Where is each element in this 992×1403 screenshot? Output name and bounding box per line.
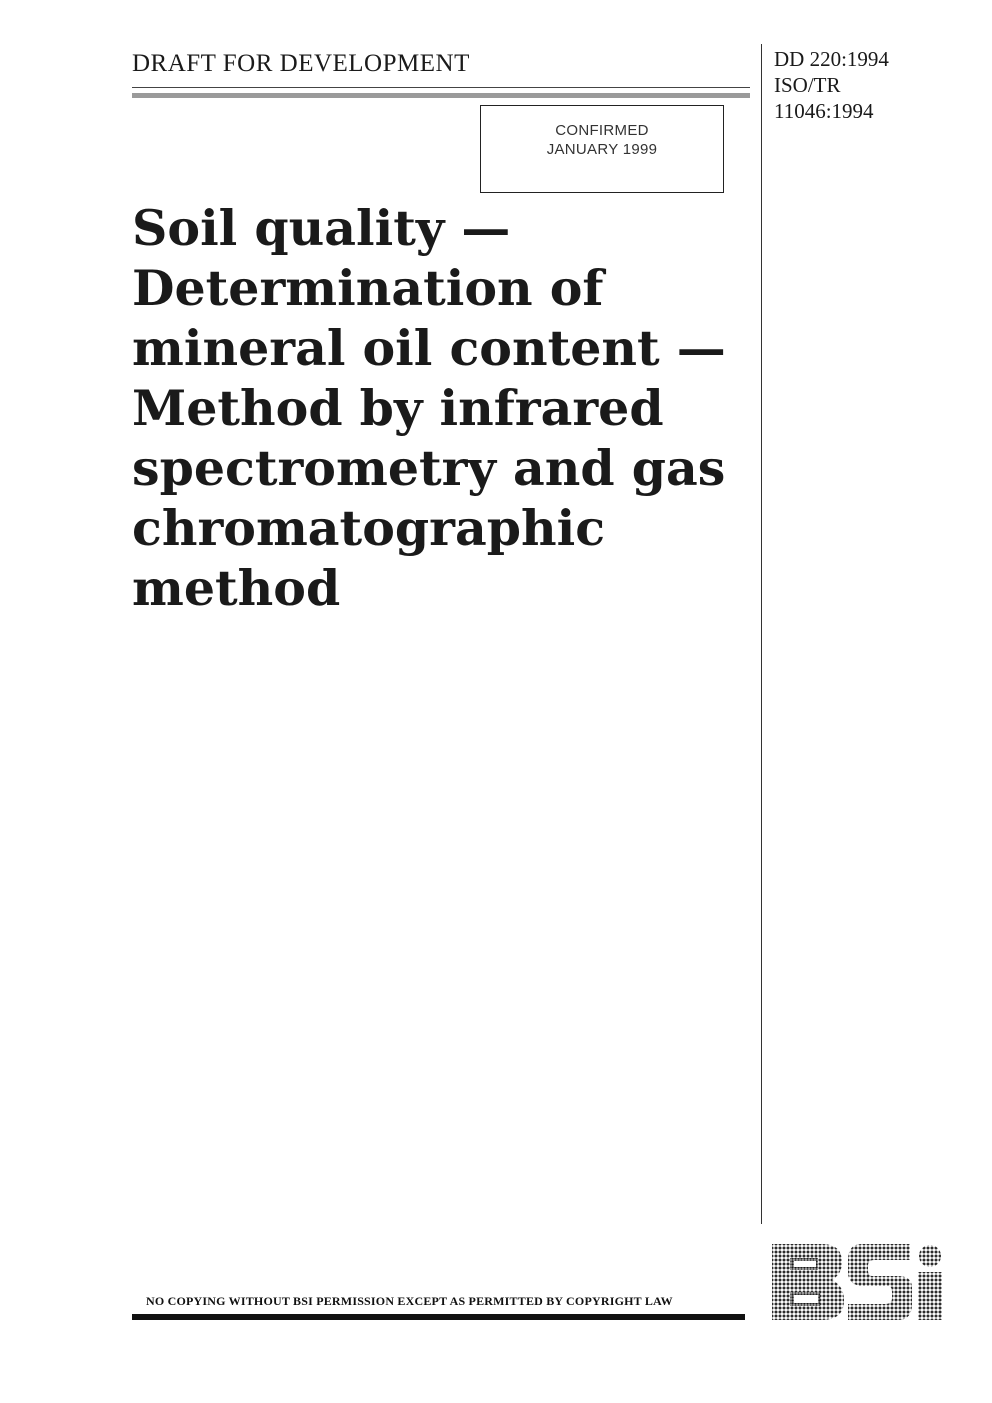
title-line: method <box>132 559 341 617</box>
title-line: spectrometry and gas <box>132 439 726 497</box>
document-reference <box>774 46 889 124</box>
title-line: mineral oil content — <box>132 319 726 377</box>
doc-ref-iso: ISO/TR <box>774 73 841 97</box>
confirmed-stamp <box>480 105 724 193</box>
confirmed-label: CONFIRMED <box>555 122 649 139</box>
title-line: chromatographic <box>132 499 606 557</box>
doc-ref-dd: DD 220:1994 <box>774 47 889 71</box>
title-line: Soil quality — <box>132 199 511 257</box>
header-rule-thick <box>132 93 750 98</box>
vertical-divider <box>761 44 762 1224</box>
document-title <box>132 198 742 618</box>
doc-ref-number: 11046:1994 <box>774 99 874 123</box>
header-rule <box>132 87 750 88</box>
confirmed-date: JANUARY 1999 <box>546 141 658 158</box>
title-line: Determination of <box>132 259 604 317</box>
title-line: Method by infrared <box>132 379 664 437</box>
footer-rule <box>132 1314 745 1320</box>
bsi-logo <box>770 1242 946 1322</box>
copyright-notice: NO COPYING WITHOUT BSI PERMISSION EXCEPT AS PERMITTED BY COPYRIGHT LAW <box>146 1294 673 1308</box>
draft-label: DRAFT FOR DEVELOPMENT <box>132 50 470 77</box>
